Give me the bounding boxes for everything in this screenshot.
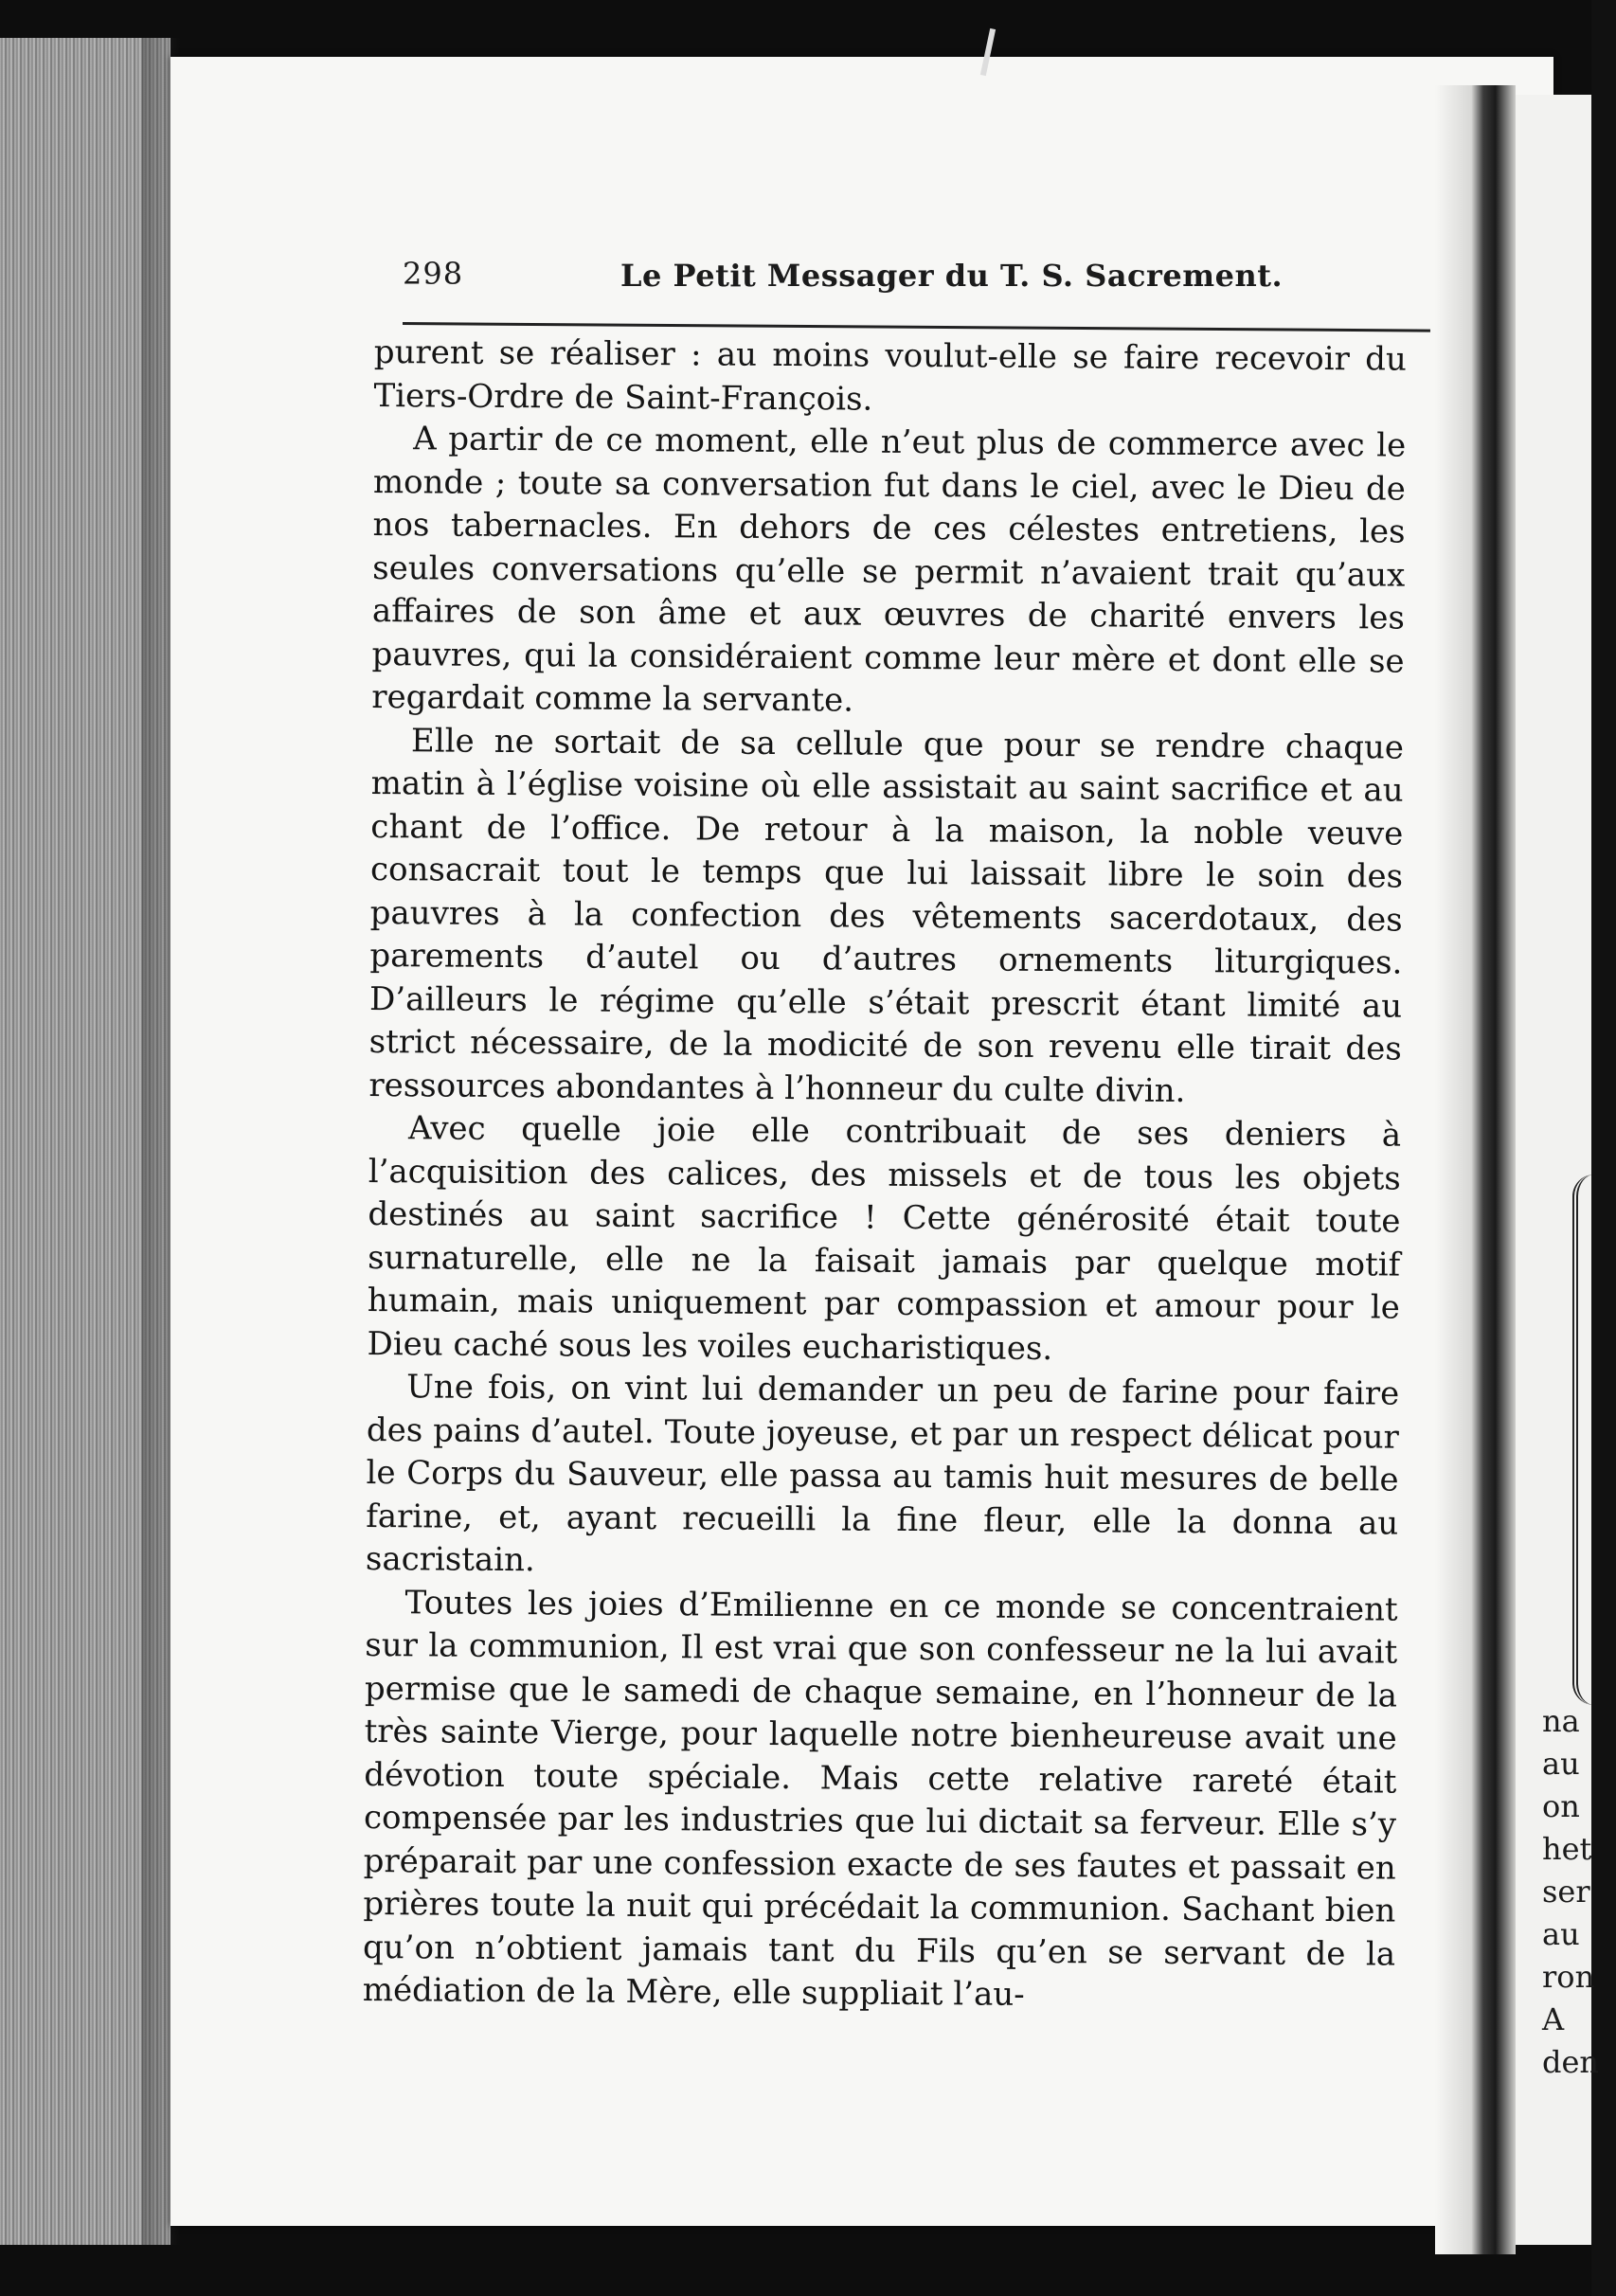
fragment-line: au (1542, 1746, 1580, 1782)
fragment-line: na (1542, 1703, 1580, 1739)
body-text (363, 332, 1407, 2019)
paragraph: purent se réaliser : au moins voulut-elle se faire recevoir du Tiers-Ordre de Saint-François. (373, 332, 1407, 419)
right-page-text (1542, 1700, 1600, 2084)
running-head (403, 246, 1430, 303)
paragraph: Une fois, on vint lui demander un peu de farine pour faire des pains d’autel. Toute joyeuse, et par un respect délicat pour le Corps du Sauveur, elle passa au tamis huit mesures de belle farine, et, ayant recueilli la fine fleur, elle la donna au sacristain. (365, 1368, 1400, 1580)
fragment-line: au (1542, 1916, 1580, 1952)
book-gutter (1435, 85, 1516, 2254)
paragraph: Toutes les joies d’Emilienne en ce monde se concentraient sur la communion, Il est vrai que son confesseur ne la lui avait permise que le samedi de chaque semaine, en l’honneur de la très sainte Vierge, pour laquelle notre bienheureuse avait une dévotion toute spéciale. Mais cette relative rareté était compensée par les industries que lui dictait sa ferveur. Elle s’y préparait par une confession exacte de ses fautes et passait en prières toute la nuit qui précédait la communion. Sachant bien qu’on n’obtient jamais tant du Fils qu’en se servant de la médiation de la Mère, elle suppliait l’au- (362, 1583, 1398, 2014)
fragment-line: ron (1542, 1959, 1595, 1995)
running-title: Le Petit Messager du T. S. Sacrement. (620, 258, 1284, 294)
page-number: 298 (403, 256, 464, 292)
fragment-line: het (1542, 1831, 1592, 1867)
paragraph: Avec quelle joie elle contribuait de ses deniers à l’acquisition des calices, des missels et de tous les objets destinés au saint sacrifice ! Cette générosité était toute surnaturelle, elle ne la faisait jamais par quelque motif humain, mais uniquement par compassion et amour pour le Dieu caché sous les voiles eucharistiques. (367, 1109, 1402, 1368)
fragment-line: on (1542, 1788, 1580, 1824)
paragraph: Elle ne sortait de sa cellule que pour se rendre chaque matin à l’église voisine où elle assistait au saint sacrifice et au chant de l’office. De retour à la maison, la noble veuve consacrait tout le temps que lui laissait libre le soin des pauvres à la confection des vêtements sacerdotaux, des parements d’autel ou d’autres ornements liturgiques. D’ailleurs le régime qu’elle s’était prescrit étant limité au strict nécessaire, de la modicité de son revenu elle tirait des ressources abondantes à l’honneur du culte divin. (368, 721, 1405, 1110)
fragment-line: ser (1542, 1874, 1590, 1910)
ornament-border (1572, 1175, 1616, 1705)
paragraph: A partir de ce moment, elle n’eut plus de commerce avec le monde ; toute sa conversation fut dans le ciel, avec le Dieu de nos tabernacles. En dehors de ces célestes entretiens, les seules conversations qu’elle se permit n’avaient trait qu’aux affaires de son âme et aux œuvres de charité envers les pauvres, qui la considéraient comme leur mère et dont elle se regardait comme la servante. (371, 420, 1407, 720)
fragment-line: A (1542, 2001, 1565, 2037)
fragment-line: den (1542, 2044, 1600, 2080)
